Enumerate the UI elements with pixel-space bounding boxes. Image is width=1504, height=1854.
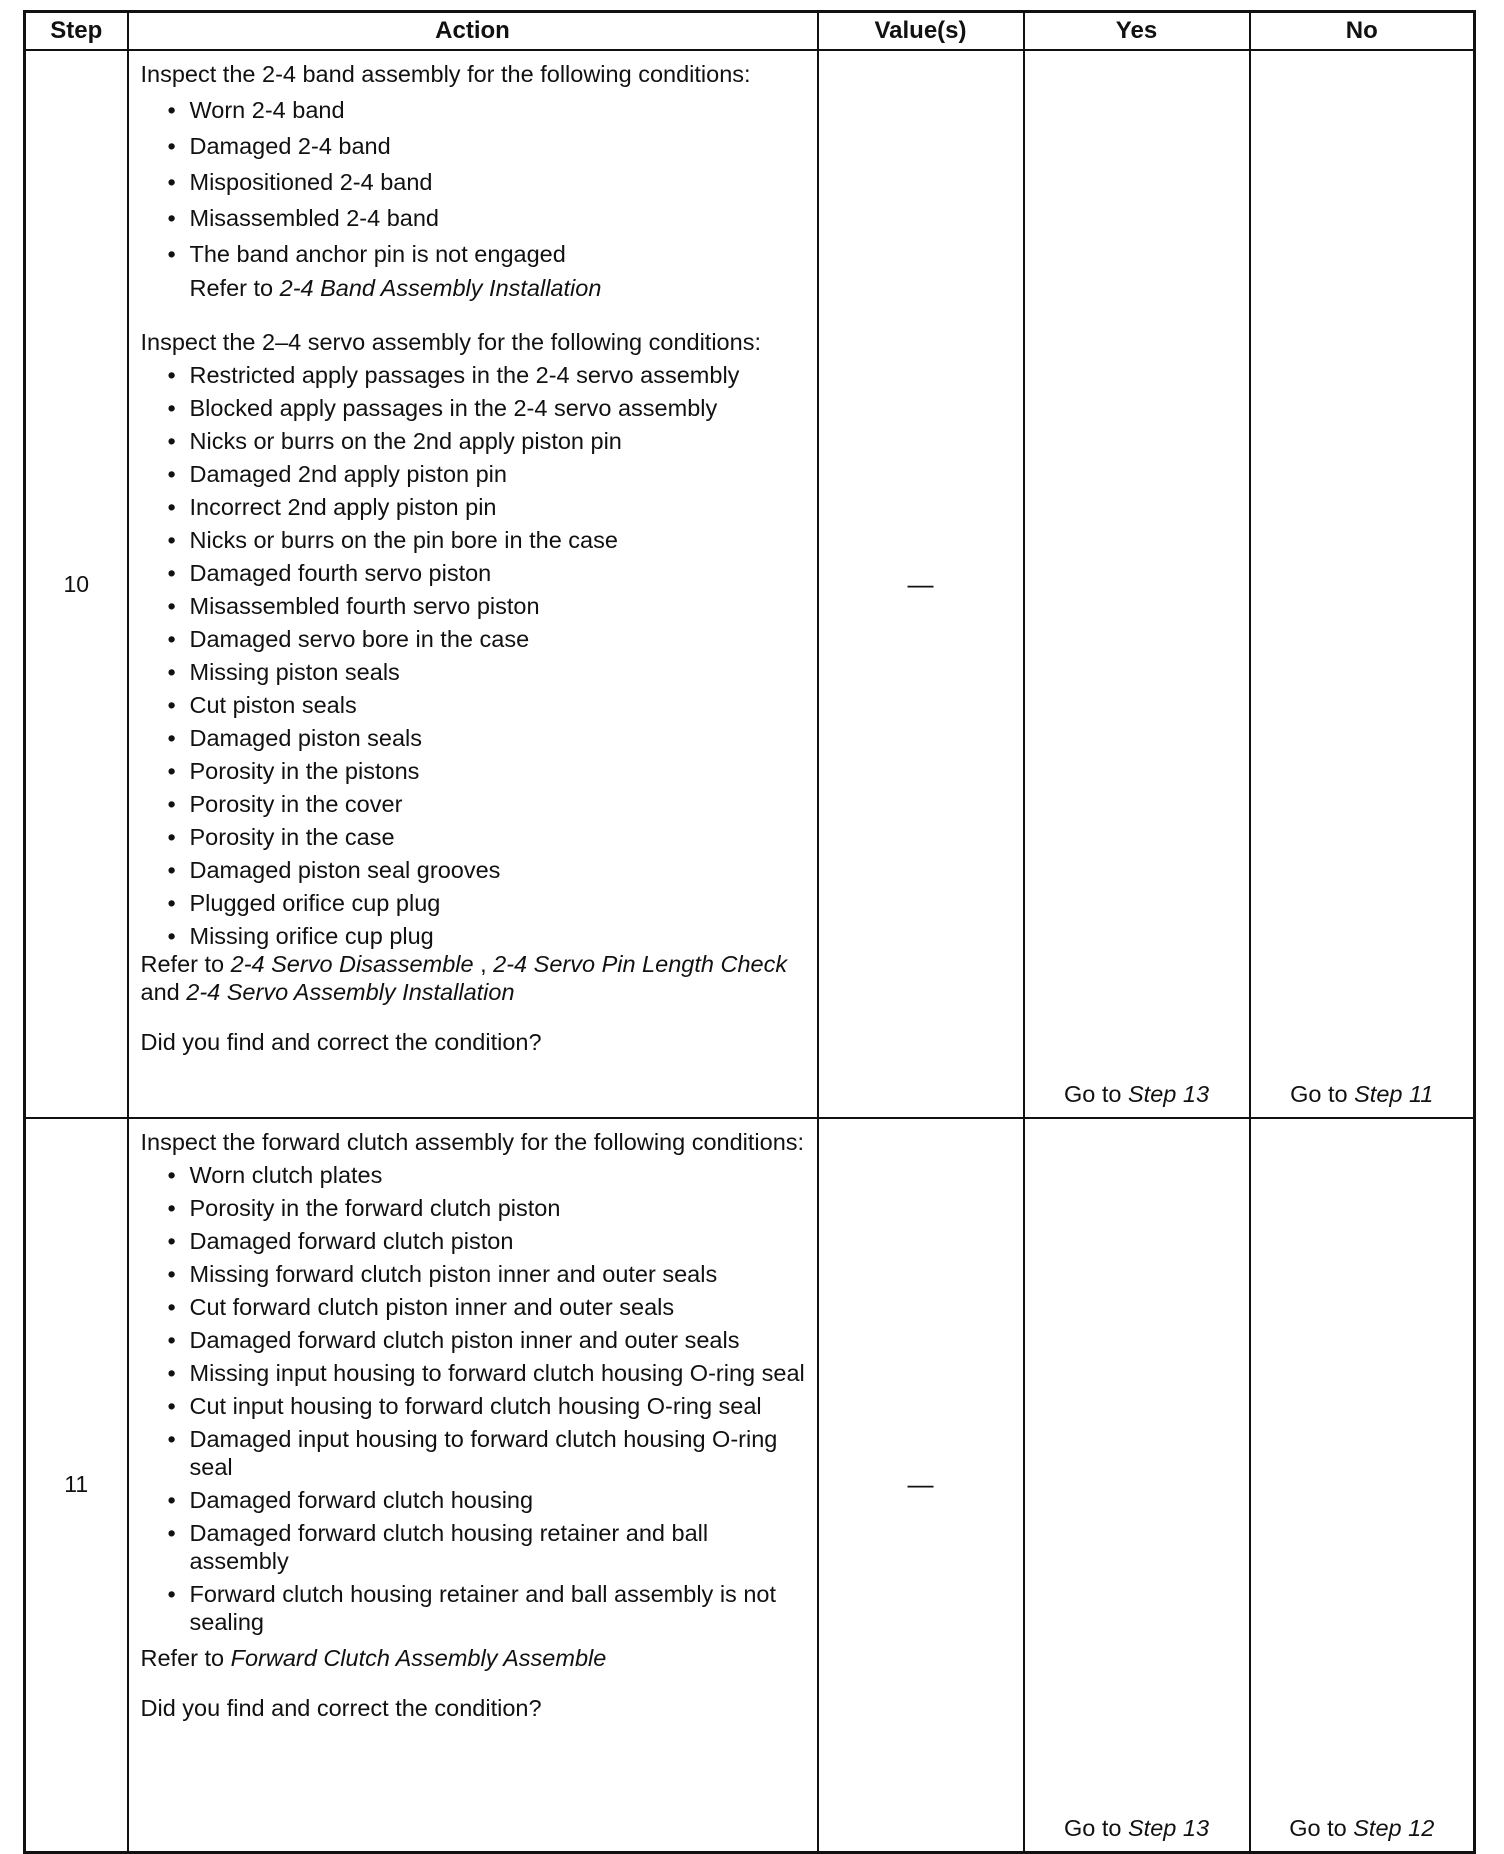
clutch-reference (141, 1644, 807, 1672)
list-item: • Cut input housing to forward clutch housing O-ring seal (168, 1392, 807, 1420)
list-item: • Nicks or burrs on the pin bore in the case (168, 526, 807, 554)
no-cell (1250, 1118, 1475, 1852)
list-item: • Missing piston seals (168, 658, 807, 686)
refer-separator: and (140, 979, 187, 1005)
list-item: • Damaged input housing to forward clutch housing O-ring seal (168, 1425, 807, 1481)
band-intro: Inspect the 2-4 band assembly for the following conditions: (140, 61, 751, 87)
header-values: Value(s) (818, 12, 1024, 51)
value-cell: — (818, 1118, 1024, 1852)
list-item: • Incorrect 2nd apply piston pin (168, 493, 807, 521)
list-item: • Missing forward clutch piston inner and outer seals (168, 1260, 807, 1288)
list-item: • The band anchor pin is not engaged (168, 240, 807, 268)
servo-intro: Inspect the 2–4 servo assembly for the following conditions: (140, 329, 761, 355)
list-item: • Missing input housing to forward clutch housing O-ring seal (168, 1359, 807, 1387)
band-condition-list (141, 96, 807, 268)
list-item: • Porosity in the pistons (168, 757, 807, 785)
list-item: • Porosity in the case (168, 823, 807, 851)
list-item: • Damaged 2-4 band (168, 132, 807, 160)
clutch-assemble-link[interactable]: Forward Clutch Assembly Assemble (230, 1645, 607, 1671)
clutch-intro: Inspect the forward clutch assembly for the following conditions: (140, 1129, 805, 1155)
list-item: • Worn clutch plates (168, 1161, 807, 1189)
list-item: • Damaged piston seal grooves (168, 856, 807, 884)
list-item: • Restricted apply passages in the 2-4 servo assembly (168, 361, 807, 389)
refer-prefix: Refer to (189, 275, 274, 301)
list-item: • Forward clutch housing retainer and ball assembly is not sealing (168, 1580, 807, 1636)
no-prefix: Go to (1289, 1814, 1347, 1841)
servo-pin-length-link[interactable]: 2-4 Servo Pin Length Check (493, 951, 788, 977)
list-item: • Damaged piston seals (168, 724, 807, 752)
servo-installation-link[interactable]: 2-4 Servo Assembly Installation (186, 979, 515, 1005)
yes-cell (1024, 1118, 1250, 1852)
list-item: • Cut forward clutch piston inner and outer seals (168, 1293, 807, 1321)
list-item: • Damaged forward clutch piston (168, 1227, 807, 1255)
servo-inspection-block (141, 328, 807, 1006)
refer-prefix: Refer to (140, 1645, 225, 1671)
refer-separator: , (473, 951, 494, 977)
band-inspection-block (141, 60, 807, 302)
no-prefix: Go to (1290, 1081, 1348, 1107)
diagnostic-table (23, 10, 1476, 1854)
value-cell: — (818, 50, 1024, 1118)
step-number: 10 (25, 50, 128, 1118)
step-number: 11 (25, 1118, 128, 1852)
servo-disassemble-link[interactable]: 2-4 Servo Disassemble (230, 951, 474, 977)
clutch-condition-list (141, 1161, 807, 1636)
step-question: Did you find and correct the condition? (140, 1029, 542, 1055)
header-yes: Yes (1024, 12, 1250, 51)
list-item: • Porosity in the forward clutch piston (168, 1194, 807, 1222)
list-item: • Plugged orifice cup plug (168, 889, 807, 917)
list-item: • Worn 2-4 band (168, 96, 807, 124)
list-item: • Damaged servo bore in the case (168, 625, 807, 653)
no-step-link[interactable]: Step 12 (1353, 1814, 1435, 1841)
list-item: • Misassembled fourth servo piston (168, 592, 807, 620)
header-action: Action (128, 12, 818, 51)
yes-cell (1024, 50, 1250, 1118)
action-cell (128, 50, 818, 1118)
band-reference (141, 274, 807, 302)
no-cell (1250, 50, 1475, 1118)
list-item: • Porosity in the cover (168, 790, 807, 818)
band-installation-link[interactable]: 2-4 Band Assembly Installation (279, 275, 602, 301)
yes-prefix: Go to (1063, 1081, 1122, 1107)
yes-step-link[interactable]: Step 13 (1128, 1814, 1210, 1841)
list-item: • Misassembled 2-4 band (168, 204, 807, 232)
table-row-step-10 (25, 50, 1475, 1118)
list-item: • Damaged fourth servo piston (168, 559, 807, 587)
yes-prefix: Go to (1063, 1814, 1122, 1841)
step-question: Did you find and correct the condition? (140, 1695, 542, 1721)
no-step-link[interactable]: Step 11 (1354, 1081, 1434, 1107)
header-row (25, 12, 1475, 51)
list-item: • Damaged 2nd apply piston pin (168, 460, 807, 488)
servo-condition-list (141, 361, 807, 950)
header-step: Step (25, 12, 128, 51)
list-item: • Damaged forward clutch piston inner and outer seals (168, 1326, 807, 1354)
list-item: • Damaged forward clutch housing (168, 1486, 807, 1514)
refer-prefix: Refer to (140, 951, 225, 977)
list-item: • Cut piston seals (168, 691, 807, 719)
list-item: • Damaged forward clutch housing retainer and ball assembly (168, 1519, 807, 1575)
table-row-step-11 (25, 1118, 1475, 1852)
list-item: • Missing orifice cup plug (168, 922, 807, 950)
servo-reference (141, 950, 807, 1006)
list-item: • Blocked apply passages in the 2-4 servo assembly (168, 394, 807, 422)
list-item: • Mispositioned 2-4 band (168, 168, 807, 196)
action-cell (128, 1118, 818, 1852)
list-item: • Nicks or burrs on the 2nd apply piston pin (168, 427, 807, 455)
yes-step-link[interactable]: Step 13 (1128, 1081, 1210, 1107)
header-no: No (1250, 12, 1475, 51)
